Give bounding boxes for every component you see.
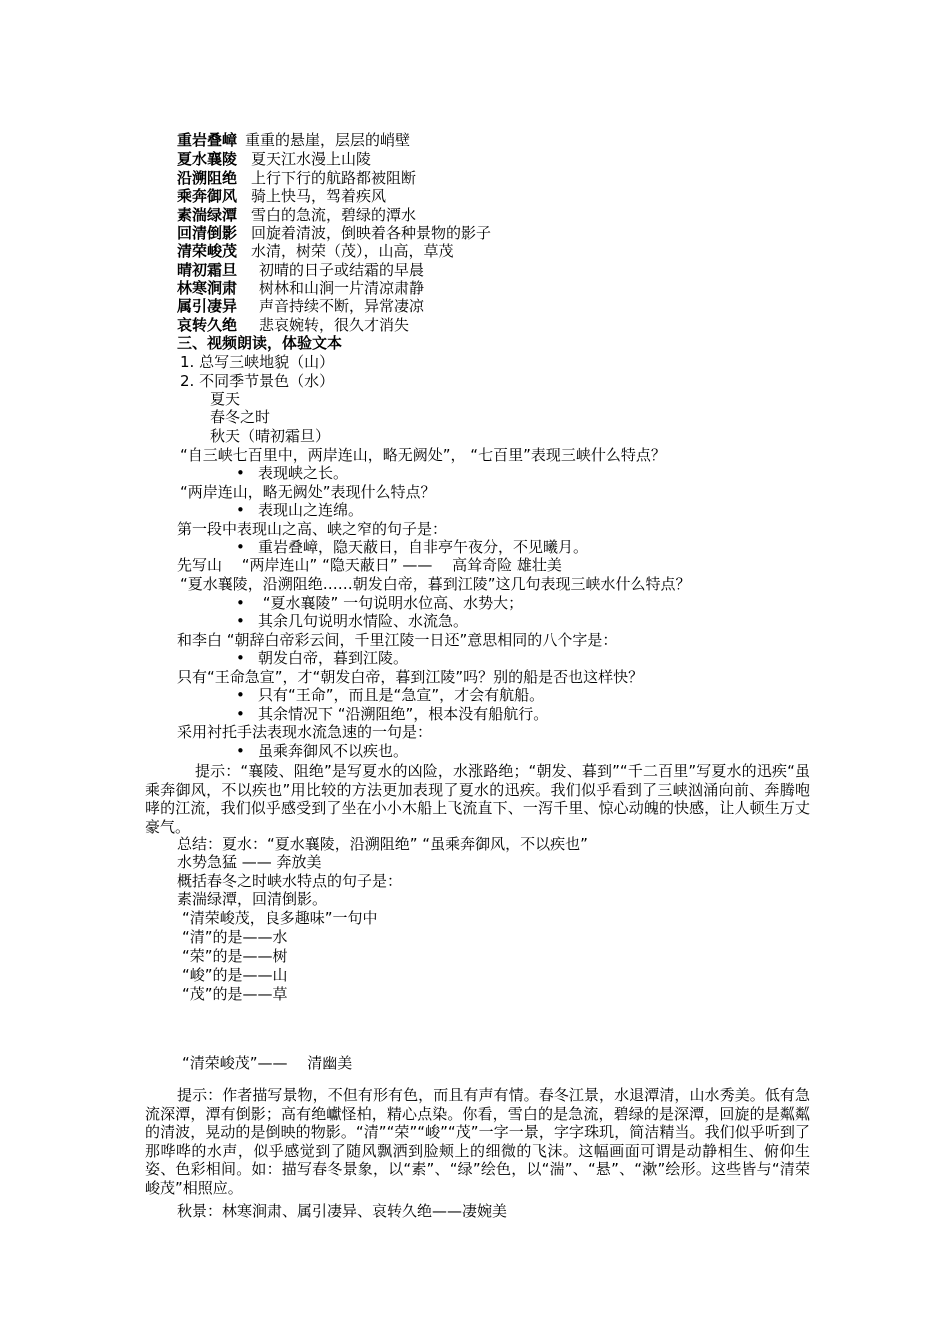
glossary-row <box>177 316 409 335</box>
glossary-term: 重岩叠嶂 <box>177 131 238 149</box>
mountain-summary: 先写山 “两岸连山” “隐天蔽日” —— 高耸奇险 雄壮美 <box>177 556 562 574</box>
glossary-def: 水清，树荣（茂），山高，草茂 <box>251 242 454 260</box>
bullet-answer <box>236 742 408 761</box>
glossary-def: 夏天江水漫上山陵 <box>251 150 372 168</box>
answer-text: 其余几句说明水情险、水流急。 <box>258 612 469 630</box>
answer-text: 其余情况下 “沿溯阻绝”，根本没有船航行。 <box>258 705 549 723</box>
glossary-term: 林寒涧肃 <box>177 279 238 297</box>
glossary-row <box>177 297 424 316</box>
glossary-term: 哀转久绝 <box>177 316 238 334</box>
bullet-icon: • <box>236 612 245 630</box>
qingrong-line: “清荣峻茂，良多趣味”一句中 <box>182 909 378 927</box>
season-item: 春冬之时 <box>210 408 271 426</box>
bullet-answer <box>236 686 544 705</box>
bullet-answer <box>236 538 588 557</box>
glossary-term: 清荣峻茂 <box>177 242 238 260</box>
bullet-answer <box>236 594 523 613</box>
glossary-def: 骑上快马，驾着疾风 <box>251 187 387 205</box>
bullet-answer <box>236 649 408 668</box>
answer-text: 表现峡之长。 <box>258 464 349 482</box>
answer-text: 表现山之连绵。 <box>258 501 364 519</box>
autumn-line: 秋景：林寒涧肃、属引凄异、哀转久绝——凄婉美 <box>177 1202 508 1220</box>
glossary-def: 回旋着清波，倒映着各种景物的影子 <box>251 224 492 242</box>
answer-text: 只有“王命”，而且是“急宣”，才会有航船。 <box>258 686 545 704</box>
outline-item: 1. 总写三峡地貌（山） <box>180 353 335 371</box>
glossary-term: 乘奔御风 <box>177 187 238 205</box>
bullet-answer <box>236 705 548 724</box>
bullet-icon: • <box>236 464 245 482</box>
outline-item: 2. 不同季节景色（水） <box>180 372 335 390</box>
bullet-answer <box>236 464 348 483</box>
glossary-row <box>177 242 454 261</box>
summary-line: 总结：夏水：“夏水襄陵，沿溯阻绝” “虽乘奔御风，不以疾也” <box>177 835 588 853</box>
glossary-def: 重重的悬崖，层层的峭壁 <box>245 131 411 149</box>
bullet-answer <box>236 501 363 520</box>
question: 第一段中表现山之高、峡之窄的句子是： <box>177 520 448 538</box>
glossary-row <box>177 187 386 206</box>
qingrong-item: “荣”的是——树 <box>182 947 288 965</box>
glossary-term: 素湍绿潭 <box>177 206 238 224</box>
question: 概括春冬之时峡水特点的句子是： <box>177 872 403 890</box>
question: “夏水襄陵，沿溯阻绝……朝发白帝，暮到江陵”这几句表现三峡水什么特点？ <box>180 575 691 593</box>
season-item: 夏天 <box>210 390 241 408</box>
glossary-row <box>177 150 371 169</box>
question: 和李白 “朝辞白帝彩云间，千里江陵一日还”意思相同的八个字是： <box>177 631 618 649</box>
qingrong-item: “茂”的是——草 <box>182 985 288 1003</box>
qingrong-item: “清”的是——水 <box>182 928 288 946</box>
glossary-term: 夏水襄陵 <box>177 150 238 168</box>
glossary-def: 树林和山涧一片清凉肃静 <box>259 279 425 297</box>
bullet-icon: • <box>236 538 245 556</box>
bullet-answer <box>236 612 468 631</box>
glossary-def: 悲哀婉转，很久才消失 <box>259 316 410 334</box>
glossary-term: 晴初霜旦 <box>177 261 238 279</box>
glossary-def: 声音持续不断，异常凄凉 <box>259 297 425 315</box>
beauty-line: “清荣峻茂”—— 清幽美 <box>182 1054 353 1072</box>
bullet-icon: • <box>236 705 245 723</box>
glossary-row <box>177 206 416 225</box>
season-item: 秋天（晴初霜旦） <box>210 427 331 445</box>
bullet-icon: • <box>236 742 245 760</box>
glossary-def: 上行下行的航路都被阻断 <box>251 169 417 187</box>
hint-paragraph: 提示：作者描写景物，不但有形有色，而且有声有情。春冬江景，水退潭清，山水秀美。低有急流深潭，潭有倒影；高有绝巘怪柏，精心点染。你看，雪白的是急流，碧绿的是深潭，回旋的是粼粼的清波，晃动的是倒映的物影。“清”“荣”“峻”“茂”一字一景，字字珠玑，简洁精当。我们似乎听到了那哗哗的水声，似乎感觉到了随风飘洒到脸颊上的细微的飞沫。这幅画面可谓是动静相生、俯仰生姿、色彩相间。如：描写春冬景象，以“素”、“绿”绘色，以“湍”、“悬”、“漱”绘形。这些皆与“清荣峻茂”相照应。 <box>145 1086 810 1197</box>
answer-text: “夏水襄陵” 一句说明水位高、水势大； <box>258 594 524 612</box>
bullet-icon: • <box>236 686 245 704</box>
glossary-def: 初晴的日子或结霜的早晨 <box>259 261 425 279</box>
question: 采用衬托手法表现水流急速的一句是： <box>177 723 433 741</box>
glossary-def: 雪白的急流，碧绿的潭水 <box>251 206 417 224</box>
glossary-term: 沿溯阻绝 <box>177 169 238 187</box>
bullet-icon: • <box>236 501 245 519</box>
glossary-row <box>177 169 416 188</box>
section-heading: 三、视频朗读，体验文本 <box>177 334 343 352</box>
glossary-row <box>177 279 424 298</box>
answer-text: 重岩叠嶂，隐天蔽日，自非亭午夜分，不见曦月。 <box>258 538 589 556</box>
question: “自三峡七百里中，两岸连山，略无阙处”， “七百里”表现三峡什么特点？ <box>180 446 666 464</box>
question: “两岸连山，略无阙处”表现什么特点？ <box>180 483 436 501</box>
bullet-icon: • <box>236 649 245 667</box>
glossary-term: 回清倒影 <box>177 224 238 242</box>
question: 只有“王命急宣”，才“朝发白帝，暮到江陵”吗？别的船是否也这样快？ <box>177 668 644 686</box>
glossary-term: 属引凄异 <box>177 297 238 315</box>
glossary-row <box>177 261 424 280</box>
glossary-row <box>177 224 491 243</box>
bullet-icon: • <box>236 594 245 612</box>
qingrong-item: “峻”的是——山 <box>182 966 288 984</box>
summary-line: 水势急猛 —— 奔放美 <box>177 853 322 871</box>
answer-text: 素湍绿潭，回清倒影。 <box>177 890 328 908</box>
glossary-row <box>177 131 410 150</box>
answer-text: 朝发白帝，暮到江陵。 <box>258 649 409 667</box>
answer-text: 虽乘奔御风不以疾也。 <box>258 742 409 760</box>
hint-paragraph: 提示：“襄陵、阻绝”是写夏水的凶险，水涨路绝；“朝发、暮到”“千二百里”写夏水的迅疾“虽乘奔御风，不以疾也”用比较的方法更加表现了夏水的迅疾。我们似乎看到了三峡汹涌向前、奔腾咆哮的江流，我们似乎感受到了坐在小小木船上飞流直下、一泻千里、惊心动魄的快感，让人顿生万丈豪气。 <box>145 762 810 836</box>
